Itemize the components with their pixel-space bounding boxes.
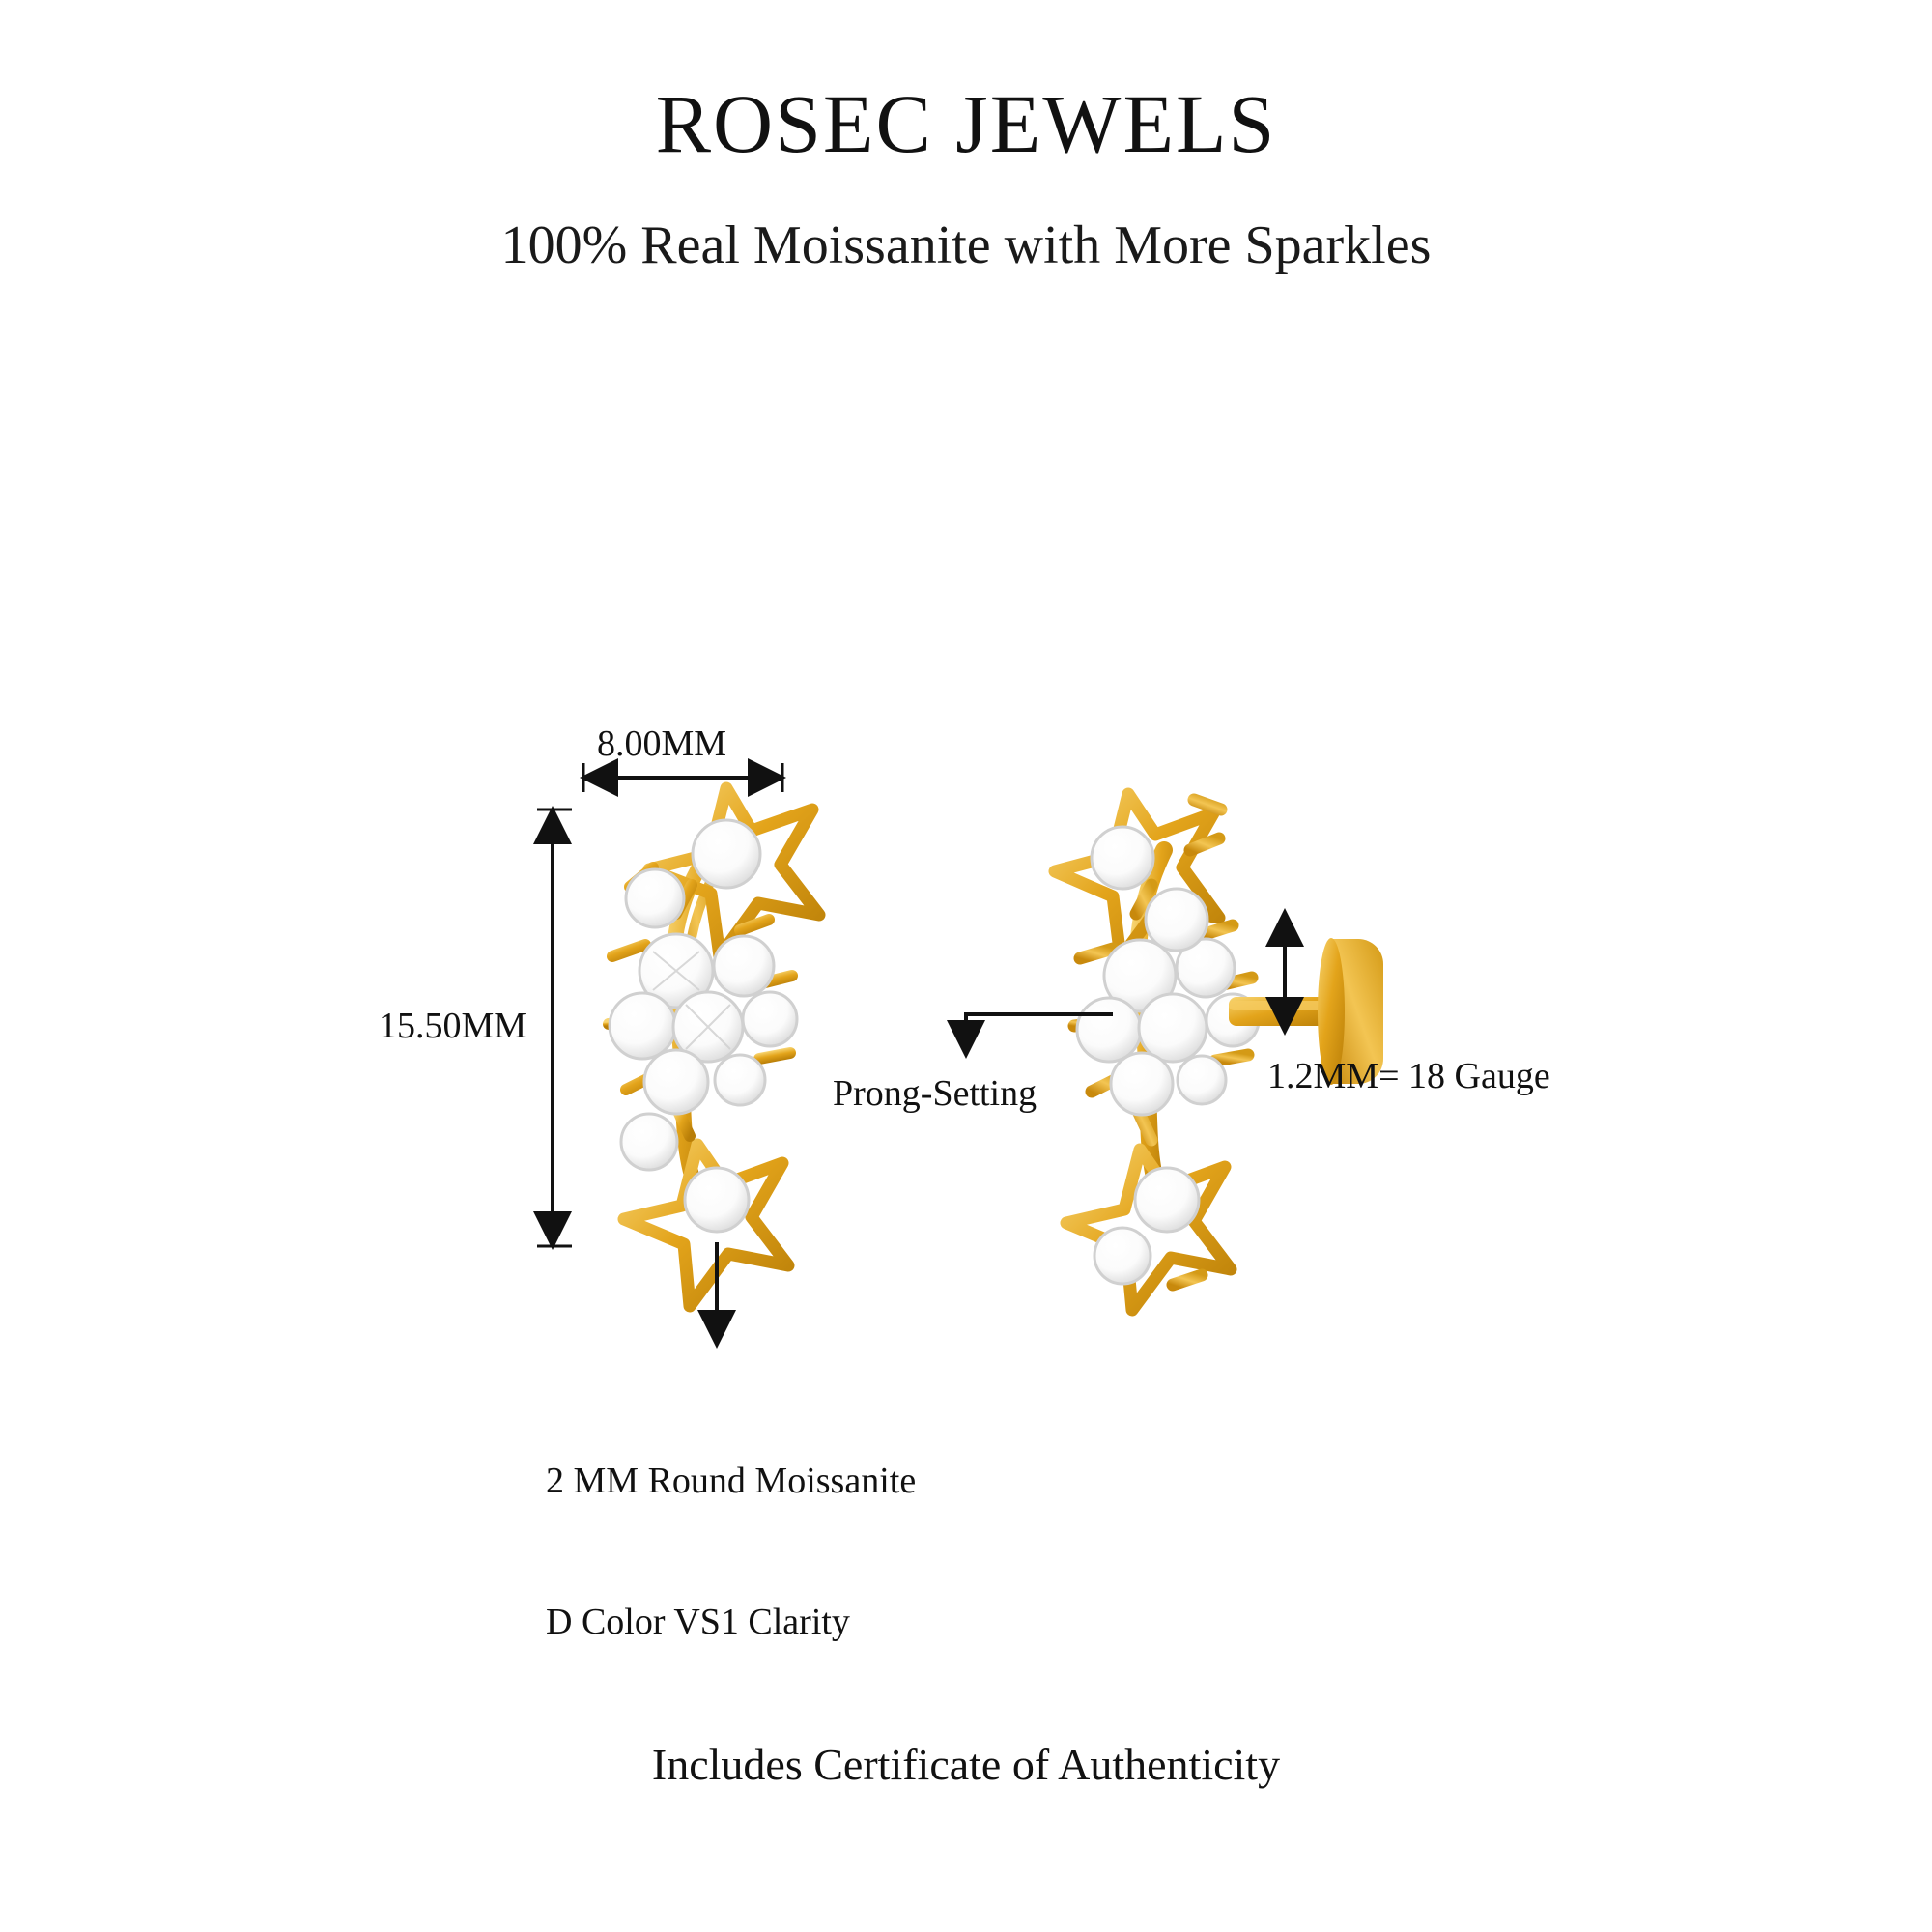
- dimension-width-label: 8.00MM: [597, 724, 727, 764]
- dimension-width: [583, 763, 782, 792]
- brand-tagline: 100% Real Moissanite with More Sparkles: [500, 215, 1432, 275]
- certificate-note: Includes Certificate of Authenticity: [651, 1740, 1281, 1789]
- earring-front-view: [609, 788, 819, 1306]
- earring-side-view: [1055, 794, 1383, 1310]
- brand-title: ROSEC JEWELS: [655, 77, 1277, 170]
- prong-setting-label: Prong-Setting: [833, 1073, 1037, 1114]
- gauge-label: 1.2MM= 18 Gauge: [1267, 1056, 1550, 1096]
- stone-spec-line-2: D Color VS1 Clarity: [546, 1602, 850, 1643]
- dimension-height-label: 15.50MM: [379, 1006, 527, 1046]
- stone-spec-label: [546, 1364, 916, 1740]
- dimension-height: [537, 810, 572, 1246]
- stone-spec-line-1: 2 MM Round Moissanite: [546, 1461, 917, 1502]
